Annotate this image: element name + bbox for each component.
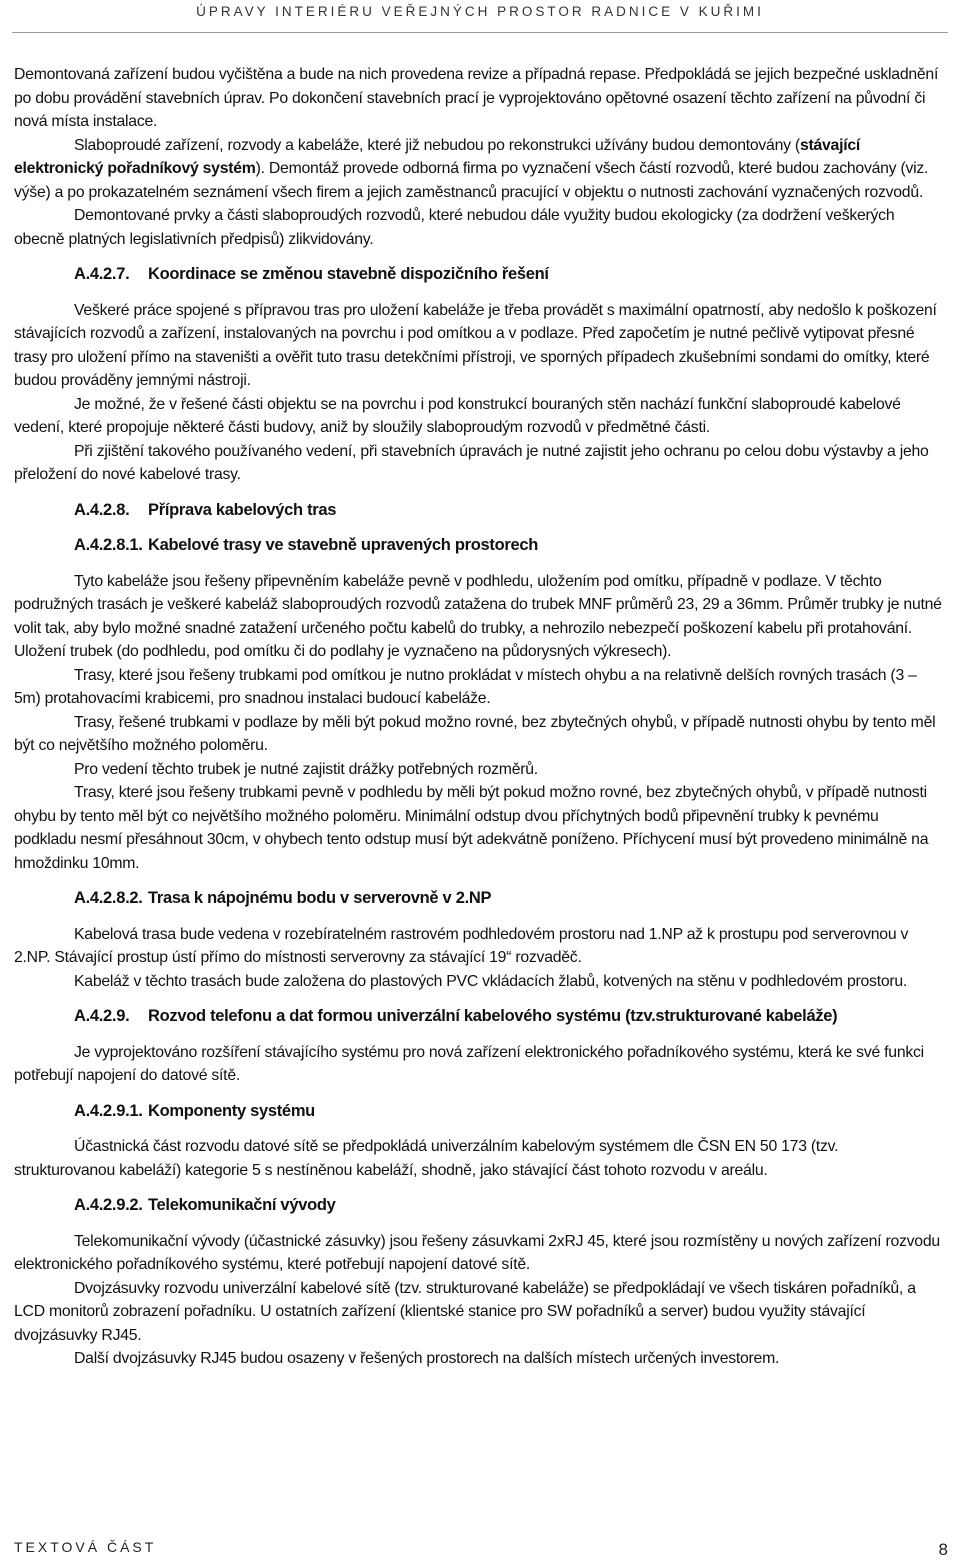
paragraph: Pro vedení těchto trubek je nutné zajistit drážky potřebných rozměrů.	[74, 760, 538, 778]
paragraph: Je vyprojektováno rozšíření stávajícího systému pro nová zařízení elektronického pořadníkového systému, která ke své funkci potřebují napojení do datové sítě.	[14, 1043, 924, 1084]
paragraph: Je možné, že v řešené části objektu se na povrchu i pod konstrukcí bouraných stěn nachází funkční slaboproudé kabelové vedení, které propojuje některé části budovy, aniž by sloužily slaboproudým rozvodů v předmětné části.	[14, 395, 901, 436]
section-number: A.4.2.8.2.	[74, 889, 143, 907]
section-title: Telekomunikační vývody	[148, 1196, 336, 1214]
footer-label: TEXTOVÁ ČÁST	[14, 1539, 157, 1555]
paragraph: Veškeré práce spojené s přípravou tras pro uložení kabeláže je třeba provádět s maximální opatrností, aby nedošlo k poškození stávajících rozvodů a zařízení, instalovaných na povrchu i pod omítkou a v podlaze. Před započetím je nutné pečlivě vytipovat přesné trasy pro uložení přímo na staveništi a ověřit tuto trasu detekčními přístroji, ve sporných případech zkušebními sondami do omítky, které budou prováděny jemnými nástroji.	[14, 301, 937, 389]
page-header: ÚPRAVY INTERIÉRU VEŘEJNÝCH PROSTOR RADNICE V KUŘIMI	[196, 4, 764, 19]
section-title: Rozvod telefonu a dat formou univerzální kabelového systému (tzv.strukturované kabeláže)	[148, 1007, 838, 1025]
paragraph: Trasy, řešené trubkami v podlaze by měli být pokud možno rovné, bez zbytečných ohybů, v případě nutnosti ohybu by tento měl být co největšího možného poloměru.	[14, 713, 936, 754]
section-number: A.4.2.8.1.	[74, 536, 143, 554]
paragraph: Demontovaná zařízení budou vyčištěna a bude na nich provedena revize a případná repase. Předpokládá se jejich bezpečné uskladnění po dobu provádění stavebních úprav. Po dokončení stavebních prací je vyprojektováno opětovné osazení těchto zařízení na původní či nová místa instalace.	[14, 66, 939, 130]
section-heading	[74, 499, 942, 523]
section-heading	[74, 263, 942, 287]
section-title: Trasa k nápojnému bodu v serverovně v 2.NP	[148, 889, 492, 907]
subsection-heading	[74, 534, 942, 558]
emphasis-text: stávající elektronický pořadníkový systém	[14, 136, 861, 177]
section-title: Komponenty systému	[148, 1101, 315, 1120]
paragraph: Dvojzásuvky rozvodu univerzální kabelové sítě (tzv. strukturované kabeláže) se předpokládají ve všech tiskáren pořadníků, a LCD monitorů zobrazení pořadníku. U ostatních zařízení (klientské stanice pro SW pořadníků a server) budou využity stávající dvojzásuvky RJ45.	[14, 1279, 916, 1344]
subsection-heading	[74, 1100, 942, 1124]
paragraph: Kabeláž v těchto trasách bude založena do plastových PVC vkládacích žlabů, kotvených na stěnu v podhledovém prostoru.	[74, 972, 908, 990]
paragraph: Trasy, které jsou řešeny trubkami pod omítkou je nutno prokládat v místech ohybu a na relativně delších rovných trasách (3 – 5m) protahovacími krabicemi, pro snadnou instalaci budoucí kabeláže.	[14, 666, 917, 707]
paragraph: Demontované prvky a části slaboproudých rozvodů, které nebudou dále využity budou ekologicky (za dodržení veškerých obecně platných legislativních předpisů) zlikvidovány.	[14, 207, 895, 248]
section-heading	[74, 1005, 942, 1029]
paragraph: Při zjištění takového používaného vedení, při stavebních úpravách je nutné zajistit jeho ochranu po celou dobu výstavby a jeho přeložení do nové kabelové trasy.	[14, 442, 929, 483]
section-number: A.4.2.9.2.	[74, 1196, 143, 1214]
paragraph-text: ). Demontáž provede odborná firma po vyznačení všech částí rozvodů, které budou zachovány (viz. výše) a po prokazatelném seznámení všech firem a jejich zaměstnanců pracující v objektu o nutnosti zachování vyznačených rozvodů.	[14, 160, 929, 201]
section-title: Kabelové trasy ve stavebně upravených prostorech	[148, 536, 539, 554]
paragraph: Účastnická část rozvodu datové sítě se předpokládá univerzálním kabelovým systémem dle ČSN EN 50 173 (tzv. strukturovanou kabeláží) kategorie 5 s nestíněnou kabeláží, shodně, jako stávající část tohoto rozvodu v areálu.	[14, 1138, 839, 1179]
document-body	[14, 63, 942, 1371]
subsection-heading	[74, 1194, 942, 1218]
paragraph	[14, 134, 942, 205]
paragraph: Kabelová trasa bude vedena v rozebíratelném rastrovém podhledovém prostoru nad 1.NP až k prostupu pod serverovnou v 2.NP. Stávající prostup ústí přímo do místnosti serverovny za stávající 19“ rozvaděč.	[14, 925, 909, 966]
paragraph: Telekomunikační vývody (účastnické zásuvky) jsou řešeny zásuvkami 2xRJ 45, které jsou rozmístěny u nových zařízení rozvodu elektronického pořadníkového systému, které potřebují napojení datové sítě.	[14, 1232, 940, 1273]
section-number: A.4.2.7.	[74, 265, 130, 283]
section-title: Koordinace se změnou stavebně dispozičního řešení	[148, 265, 549, 283]
page-number: 8	[938, 1540, 948, 1559]
paragraph: Další dvojzásuvky RJ45 budou osazeny v řešených prostorech na dalších místech určených investorem.	[74, 1350, 780, 1367]
section-number: A.4.2.9.1.	[74, 1101, 143, 1120]
header-divider	[12, 32, 948, 33]
section-number: A.4.2.9.	[74, 1007, 130, 1025]
paragraph-text: Slaboproudé zařízení, rozvody a kabeláže, které již nebudou po rekonstrukci užívány budou demontovány (	[74, 136, 800, 154]
paragraph: Tyto kabeláže jsou řešeny připevněním kabeláže pevně v podhledu, uložením pod omítku, případně v podlaze. V těchto podružných trasách je veškeré kabeláž slaboproudých rozvodů zatažena do trubek MNF průměrů 23, 29 a 36mm. Průměr trubky je nutné volit tak, aby bylo možné snadné zatažení určeného počtu kabelů do trubky, a nehrozilo nebezpečí poškození kabelu při protahování. Uložení trubek (do podhledu, pod omítku či do podlahy je vyznačeno na půdorysných výkresech).	[14, 572, 942, 660]
subsection-heading	[74, 887, 942, 911]
section-title: Příprava kabelových tras	[148, 500, 337, 519]
section-number: A.4.2.8.	[74, 500, 130, 519]
paragraph: Trasy, které jsou řešeny trubkami pevně v podhledu by měli být pokud možno rovné, bez zbytečných ohybů, v případě nutnosti ohybu by tento měl být co největšího možného poloměru. Minimální odstup dvou příchytných bodů připevnění trubky k pevnému podkladu nesmí přesáhnout 30cm, v ohybech tento odstup musí být adekvátně poníženo. Příchycení musí být provedeno minimálně na hmoždinku 10mm.	[14, 784, 929, 872]
